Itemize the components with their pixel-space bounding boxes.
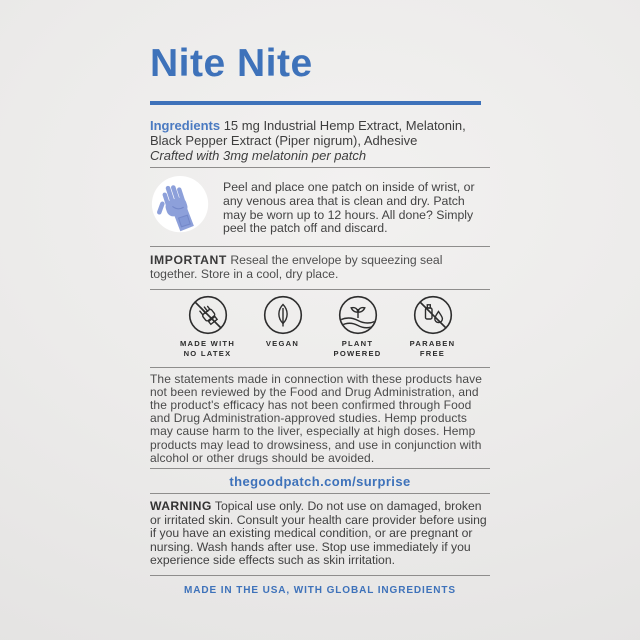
divider <box>150 246 490 247</box>
badge-label: VEGAN <box>265 338 300 348</box>
directions-section <box>150 175 490 241</box>
vegan-leaf-icon <box>263 295 303 335</box>
warning-text: Topical use only. Do not use on damaged, broken or irritated skin. Consult your health care provider before using if you have an existing medical condition, or are pregnant or nursing. Wash hands after use. Stop use immediately if you experience side effects such as skin irritation. <box>150 499 487 568</box>
divider <box>150 289 490 290</box>
badge-label: PLANT POWERED <box>333 338 382 358</box>
badge-plant-powered <box>320 295 395 359</box>
divider <box>150 575 490 576</box>
ingredients-note: Crafted with 3mg melatonin per patch <box>150 148 367 163</box>
warning-label: WARNING <box>150 499 212 514</box>
title-underline <box>150 101 481 105</box>
page-title: Nite Nite <box>150 42 313 85</box>
fda-disclaimer-text: The statements made in connection with these products have not been reviewed by the Food and Drug Administration, and the product's efficacy has not been confirmed through Food and Drug Administration-approved studies. Hemp products may cause harm to the liver, especially at high doses. Hemp products may lead to drowsiness, and use in conjunction with alcohol or other drugs should be avoided. <box>150 371 482 465</box>
paraben-free-icon <box>413 295 453 335</box>
badge-no-latex <box>170 295 245 359</box>
ingredients-section <box>150 118 490 163</box>
important-text: Reseal the envelope by squeezing seal together. Store in a cool, dry place. <box>150 253 443 281</box>
label-panel <box>150 0 490 596</box>
badge-label: MADE WITH NO LATEX <box>179 338 236 358</box>
made-in-usa-text: MADE IN THE USA, WITH GLOBAL INGREDIENTS <box>184 584 456 596</box>
warning-section <box>150 500 490 568</box>
plant-powered-icon <box>338 295 378 335</box>
hand-with-patch-icon <box>150 175 212 241</box>
divider <box>150 468 490 469</box>
ingredients-text: 15 mg Industrial Hemp Extract, Melatonin, Black Pepper Extract (Piper nigrum), Adhesive <box>150 118 466 148</box>
important-section <box>150 254 490 282</box>
divider <box>150 367 490 368</box>
badge-vegan <box>245 295 320 359</box>
badge-label: PARABEN FREE <box>409 338 456 358</box>
badge-paraben-free <box>395 295 470 359</box>
badges-row <box>150 295 490 359</box>
no-latex-icon <box>188 295 228 335</box>
important-label: IMPORTANT <box>150 253 227 267</box>
directions-text: Peel and place one patch on inside of wrist, or any venous area that is clean and dry. Patch may be worn up to 12 hours. All done? Simply peel the patch off and discard. <box>223 180 475 236</box>
ingredients-label: Ingredients <box>150 118 221 133</box>
divider <box>150 167 490 168</box>
divider <box>150 493 490 494</box>
website-link: thegoodpatch.com/surprise <box>229 474 411 490</box>
